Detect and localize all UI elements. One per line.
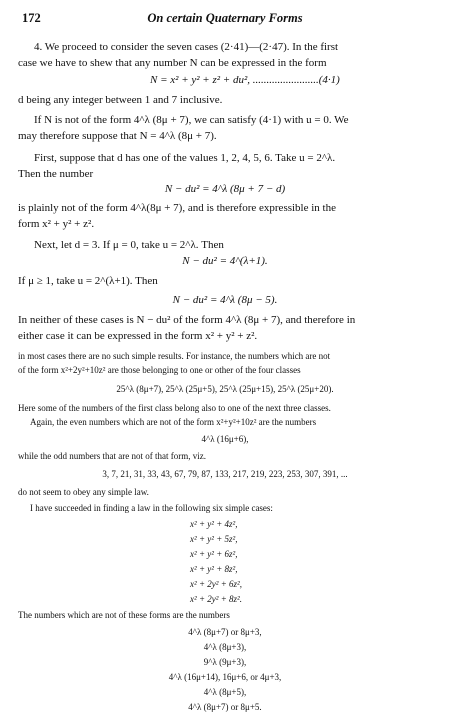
text-line: is plainly not of the form 4^λ(8μ + 7), and is therefore expressible in the — [18, 202, 336, 214]
result-item: 4^λ (8μ+3), — [203, 642, 247, 652]
formula-line: 25^λ (8μ+7), 25^λ (25μ+5), 25^λ (25μ+15), 25^λ (25μ+20). — [116, 384, 334, 394]
result-item: 9^λ (9μ+3), — [203, 657, 247, 667]
text-line: of the form x²+2y²+10z² are those belonging to one or other of the four classes — [18, 365, 301, 375]
number-list: 3, 7, 21, 31, 33, 43, 67, 79, 87, 133, 217, 219, 223, 253, 307, 391, ... — [102, 469, 348, 479]
text-line: First, suppose that d has one of the values 1, 2, 4, 5, 6. Take u = 2^λ. — [34, 152, 336, 164]
form-item: x² + y² + 8z², — [190, 564, 238, 574]
text-line: 4. We proceed to consider the seven cases (2·41)—(2·47). In the first — [34, 41, 339, 53]
text-line: Here some of the numbers of the first class belong also to one of the next three classes. — [18, 403, 331, 413]
equation: N − du² = 4^λ (8μ − 5). — [172, 294, 278, 306]
text-line: The numbers which are not of these forms are the numbers — [18, 610, 230, 620]
text-line: In neither of these cases is N − du² of the form 4^λ (8μ + 7), and therefore in — [18, 314, 356, 326]
form-item: x² + 2y² + 8z². — [190, 594, 242, 604]
equation: N − du² = 4^λ (8μ + 7 − d) — [164, 183, 286, 195]
result-item: 4^λ (8μ+7) or 8μ+3, — [188, 627, 262, 637]
page-number: 172 — [22, 11, 41, 25]
result-item: 4^λ (16μ+14), 16μ+6, or 4μ+3, — [168, 672, 282, 682]
text-line: Then the number — [18, 168, 94, 180]
form-item: x² + y² + 4z², — [190, 519, 238, 529]
formula-line: 4^λ (16μ+6), — [201, 434, 249, 444]
equation: N = x² + y² + z² + du², ........................(4·1) — [150, 74, 340, 86]
text-line: Next, let d = 3. If μ = 0, take u = 2^λ. Then — [34, 239, 224, 251]
text-line: either case it can be expressed in the form x² + y² + z². — [18, 330, 258, 342]
text-line: form x² + y² + z². — [18, 218, 95, 230]
text-line: If μ ≥ 1, take u = 2^(λ+1). Then — [18, 275, 158, 287]
text-line: in most cases there are no such simple results. For instance, the numbers which are not — [18, 351, 331, 361]
text-line: d being any integer between 1 and 7 inclusive. — [18, 94, 223, 106]
text-line: while the odd numbers that are not of that form, viz. — [18, 451, 206, 461]
running-title: On certain Quaternary Forms — [147, 11, 303, 25]
text-line: Again, the even numbers which are not of the form x²+y²+10z² are the numbers — [30, 417, 317, 427]
form-item: x² + 2y² + 6z², — [190, 579, 242, 589]
form-item: x² + y² + 6z², — [190, 549, 238, 559]
form-item: x² + y² + 5z², — [190, 534, 238, 544]
text-line: case we have to shew that any number N can be expressed in the form — [18, 57, 327, 69]
text-line: I have succeeded in finding a law in the following six simple cases: — [30, 503, 273, 513]
text-line: may therefore suppose that N = 4^λ (8μ + 7). — [18, 130, 217, 142]
result-item: 4^λ (8μ+7) or 8μ+5. — [188, 702, 262, 712]
equation: N − du² = 4^(λ+1). — [182, 255, 268, 267]
text-line: If N is not of the form 4^λ (8μ + 7), we can satisfy (4·1) with u = 0. We — [34, 114, 349, 126]
result-item: 4^λ (8μ+5), — [203, 687, 247, 697]
text-line: do not seem to obey any simple law. — [18, 487, 149, 497]
